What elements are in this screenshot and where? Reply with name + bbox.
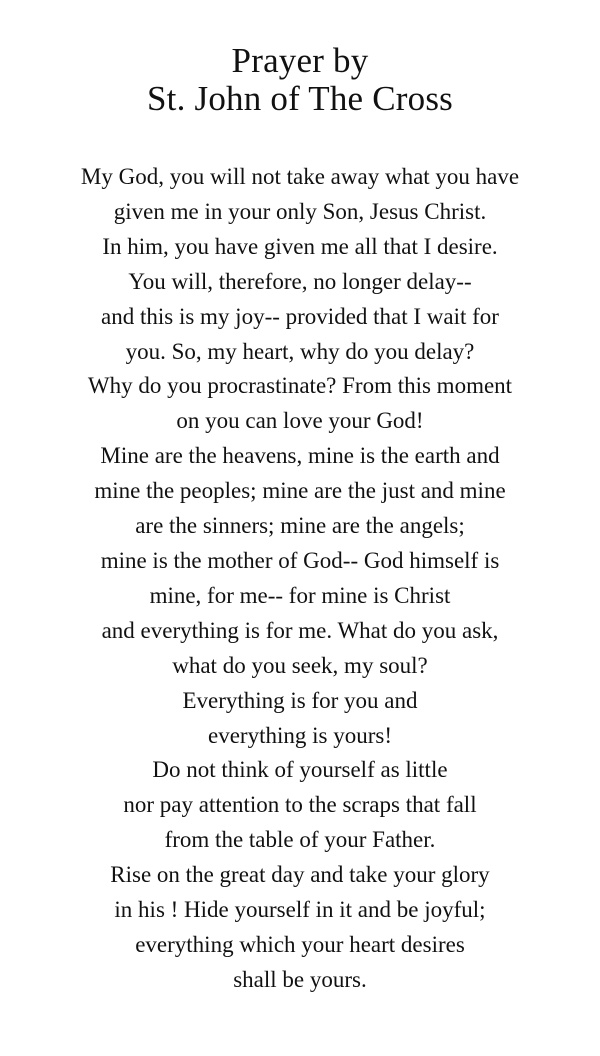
prayer-line: everything is yours! bbox=[208, 722, 392, 748]
title-line-2: St. John of The Cross bbox=[147, 79, 453, 118]
prayer-line: given me in your only Son, Jesus Christ. bbox=[113, 198, 487, 224]
prayer-body bbox=[0, 160, 600, 998]
prayer-line: in his ! Hide yourself in it and be joyful; bbox=[114, 897, 486, 923]
prayer-line: mine the peoples; mine are the just and mine bbox=[94, 478, 506, 504]
prayer-line: You will, therefore, no longer delay-- bbox=[128, 268, 472, 294]
prayer-line: Everything is for you and bbox=[182, 687, 418, 713]
title-line-1: Prayer by bbox=[231, 41, 369, 80]
prayer-line: My God, you will not take away what you have bbox=[80, 164, 520, 189]
prayer-line: mine, for me-- for mine is Christ bbox=[149, 582, 451, 608]
prayer-line: nor pay attention to the scraps that fall bbox=[123, 792, 477, 818]
prayer-line: Mine are the heavens, mine is the earth and bbox=[100, 443, 500, 469]
prayer-line: on you can love your God! bbox=[176, 408, 424, 434]
prayer-line: from the table of your Father. bbox=[164, 827, 436, 853]
prayer-line: mine is the mother of God-- God himself is bbox=[100, 547, 500, 573]
prayer-line: Why do you procrastinate? From this moment bbox=[87, 373, 513, 399]
prayer-line: you. So, my heart, why do you delay? bbox=[125, 338, 475, 364]
prayer-line: what do you seek, my soul? bbox=[172, 652, 428, 678]
prayer-line: and this is my joy-- provided that I wait for bbox=[101, 303, 499, 329]
prayer-line: In him, you have given me all that I desire. bbox=[102, 233, 498, 259]
prayer-line: shall be yours. bbox=[233, 966, 367, 992]
prayer-line: Rise on the great day and take your glory bbox=[110, 862, 490, 888]
page-title bbox=[0, 42, 600, 118]
prayer-line: Do not think of yourself as little bbox=[152, 757, 448, 783]
prayer-line: are the sinners; mine are the angels; bbox=[135, 513, 465, 539]
prayer-line: and everything is for me. What do you ask, bbox=[101, 617, 499, 643]
prayer-line: everything which your heart desires bbox=[135, 931, 465, 957]
